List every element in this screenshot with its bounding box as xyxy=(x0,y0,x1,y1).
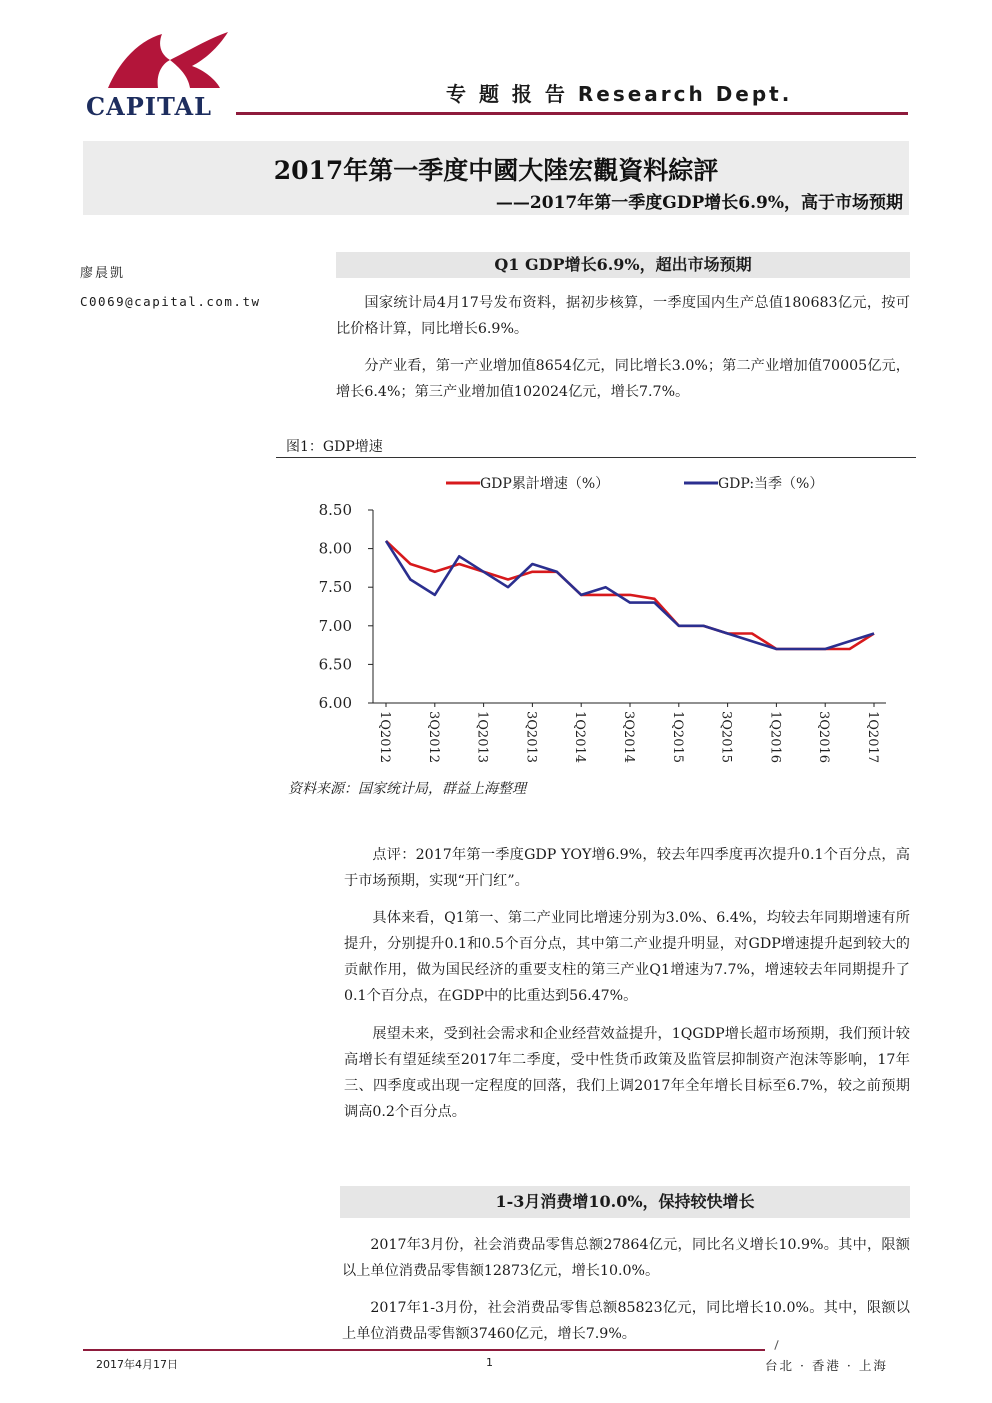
y-tick-label: 8.50 xyxy=(318,501,352,519)
x-tick-label: 3Q2015 xyxy=(718,711,734,764)
paragraph: 分产业看，第一产业增加值8654亿元，同比增长3.0%；第二产业增加值70005亿元，增长6.4%；第三产业增加值102024亿元，增长7.7%。 xyxy=(336,358,910,400)
x-tick-label: 1Q2012 xyxy=(377,711,392,764)
commentary-paragraph: 点评：2017年第一季度GDP YOY增6.9%，较去年四季度再次提升0.1个百分点，高于市场预期，实现“开门红”。 xyxy=(344,847,910,889)
capital-logo-icon xyxy=(100,30,240,92)
commentary-paragraph: 具体来看，Q1第一、第二产业同比增速分别为3.0%、6.4%，均较去年同期增速有所提升，分别提升0.1和0.5个百分点，其中第二产业提升明显，对GDP增速提升起到较大的贡献作用，做为国民经济的重要支柱的第三产业Q1增速为7.7%，增速较去年同期提升了0.1个百分点，在GDP中的比重达到56.47%。 xyxy=(344,910,910,1004)
commentary-paragraph: 展望未来，受到社会需求和企业经营效益提升，1QGDP增长超市场预期，我们预计较高增长有望延续至2017年二季度，受中性货币政策及监管层抑制资产泡沫等影响，17年三、四季度或出现一定程度的回落，我们上调2017年全年增长目标至6.7%，较之前预期调高0.2个百分点。 xyxy=(344,1026,910,1120)
x-tick-label: 1Q2016 xyxy=(767,711,783,764)
x-tick-label: 1Q2015 xyxy=(669,711,685,764)
footer-date: 2017年4月17日 xyxy=(96,1358,178,1371)
author-email[interactable]: C0069@capital.com.tw xyxy=(80,294,261,309)
report-title: 2017年第一季度中國大陸宏觀資料綜評 xyxy=(273,156,719,185)
y-tick-label: 7.50 xyxy=(318,578,352,597)
legend-label-quarterly: GDP:当季（%） xyxy=(718,476,824,492)
x-tick-label: 3Q2013 xyxy=(523,711,539,764)
page-number: 1 xyxy=(486,1356,493,1369)
x-tick-label: 3Q2012 xyxy=(425,711,441,764)
section-heading-consumption: 1-3月消费增10.0%，保持较快增长 xyxy=(340,1186,910,1218)
x-tick-label: 1Q2017 xyxy=(865,711,880,764)
report-subtitle: ——2017年第一季度GDP增长6.9%，高于市场预期 xyxy=(495,193,903,213)
footer-locations: 台北 · 香港 · 上海 xyxy=(765,1358,888,1373)
report-type-label: 专 题 报 告 Research Dept. xyxy=(446,82,793,106)
y-tick-label: 8.00 xyxy=(318,539,352,558)
x-tick-label: 1Q2013 xyxy=(474,711,490,764)
footer-divider xyxy=(83,1349,765,1351)
figure-source: 资料来源：国家统计局，群益上海整理 xyxy=(288,781,526,797)
figure-divider xyxy=(276,457,916,458)
header-divider xyxy=(236,112,908,115)
capital-logo-text: CAPITAL xyxy=(86,92,213,121)
legend-label-cumulative: GDP累計增速（%） xyxy=(480,476,610,492)
paragraph: 国家统计局4月17号发布资料，据初步核算，一季度国内生产总值180683亿元，按可比价格计算，同比增长6.9%。 xyxy=(336,295,910,337)
section-heading-gdp: Q1 GDP增长6.9%，超出市场预期 xyxy=(336,252,910,278)
x-tick-label: 3Q2016 xyxy=(816,711,832,764)
author-name: 廖晨凱 xyxy=(80,266,126,281)
title-block xyxy=(83,141,909,215)
gdp-growth-chart xyxy=(276,462,916,772)
y-tick-label: 7.00 xyxy=(318,616,352,635)
y-tick-label: 6.50 xyxy=(318,655,352,674)
x-tick-label: 1Q2014 xyxy=(572,711,588,764)
x-tick-label: 3Q2014 xyxy=(621,711,636,764)
figure-caption: 图1：GDP增速 xyxy=(286,439,383,455)
paragraph: 2017年3月份，社会消费品零售总额27864亿元，同比名义增长10.9%。其中，限额以上单位消费品零售额12873亿元，增长10.0%。 xyxy=(342,1237,910,1279)
y-tick-label: 6.00 xyxy=(318,694,352,712)
paragraph: 2017年1-3月份，社会消费品零售总额85823亿元，同比增长10.0%。其中，限额以上单位消费品零售额37460亿元，增长7.9%。 xyxy=(342,1300,910,1342)
